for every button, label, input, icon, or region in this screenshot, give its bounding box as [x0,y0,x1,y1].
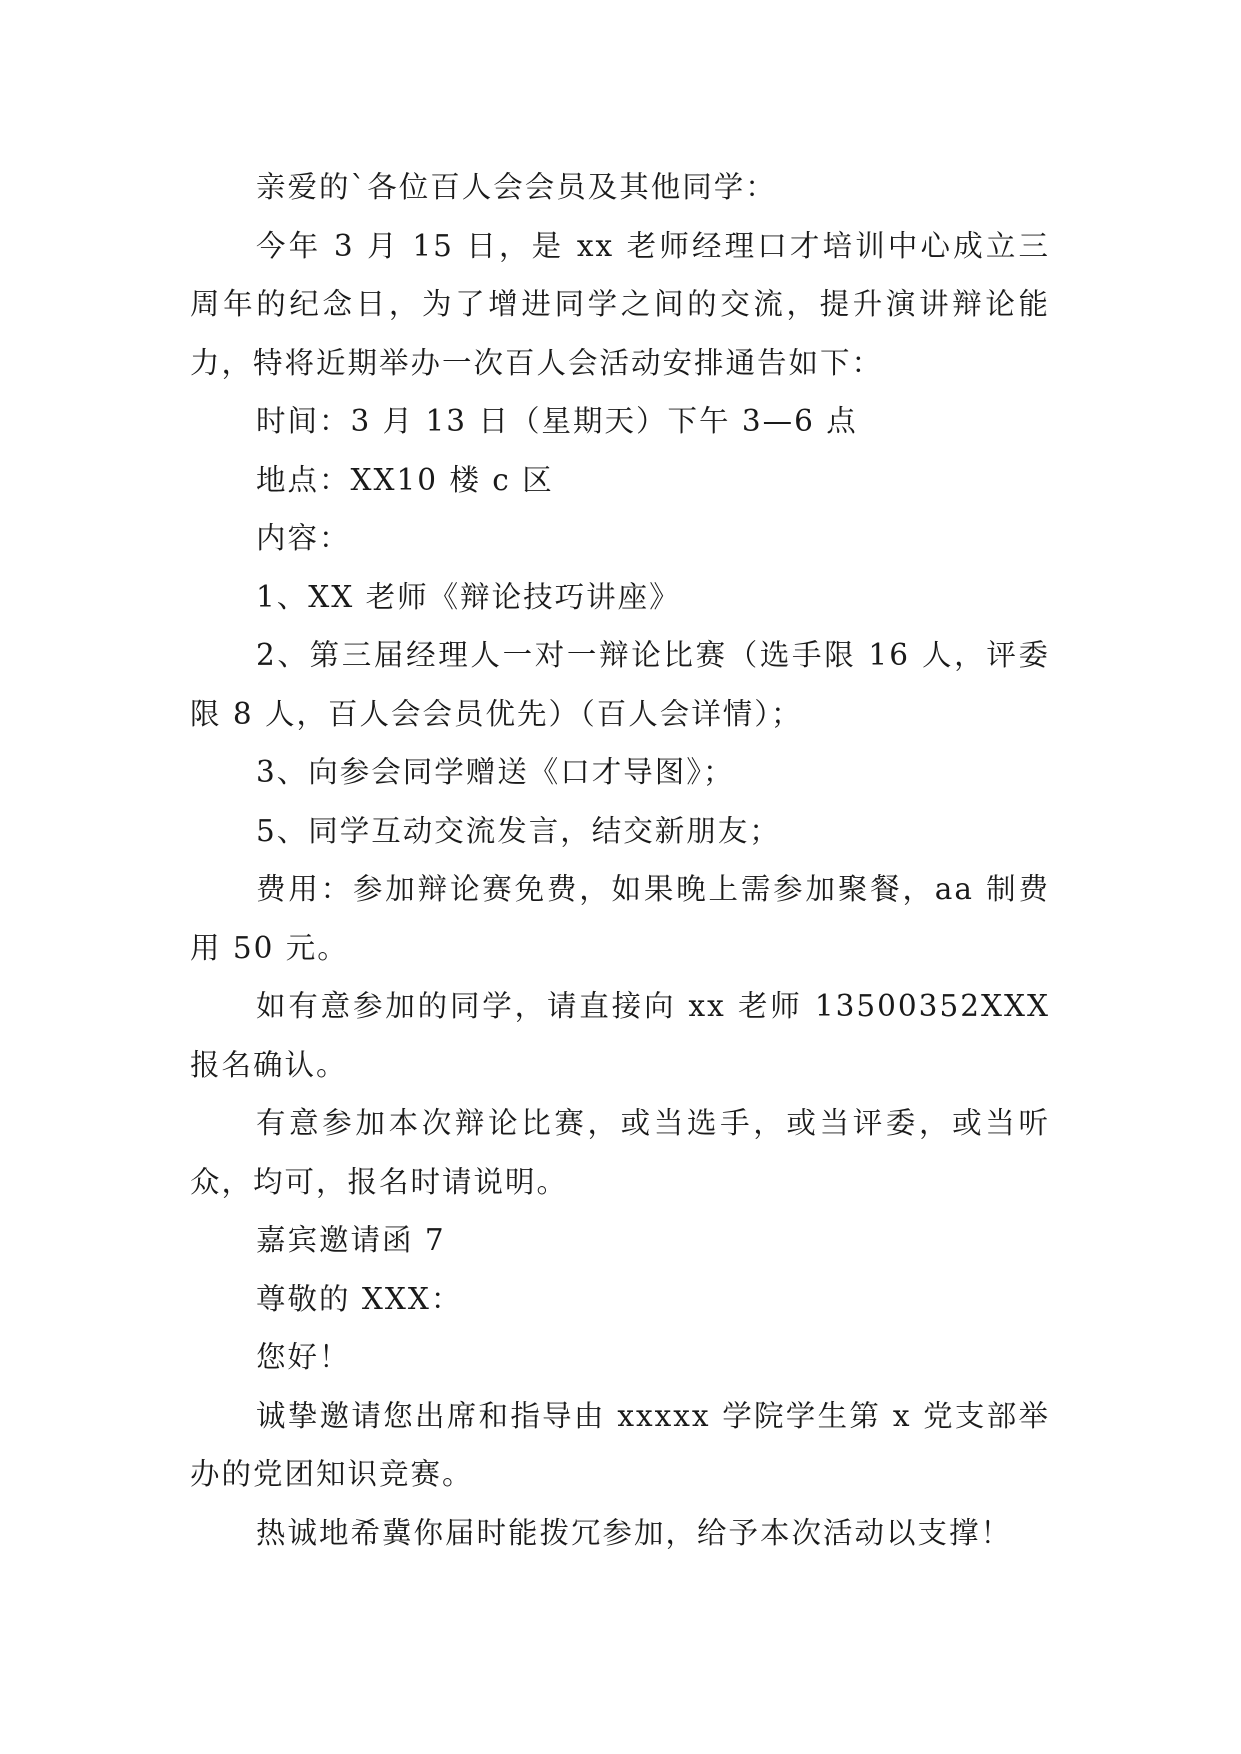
document-body [190,158,1050,1562]
salutation: 尊敬的 XXX： [256,1281,463,1316]
participation-paragraph: 有意参加本次辩论比赛，或当选手，或当评委，或当听众，均可，报名时请说明。 [190,1106,1050,1199]
greeting-paragraph: 亲爱的`各位百人会会员及其他同学： [256,170,777,204]
location-line: 地点：XX10 楼 c 区 [256,462,554,497]
closing-paragraph: 热诚地希冀你届时能拨冗参加，给予本次活动以支撑！ [256,1515,1013,1550]
content-item-1: 1、XX 老师《辩论技巧讲座》 [256,579,681,614]
content-item-5: 5、同学互动交流发言，结交新朋友； [256,813,781,848]
fee-paragraph: 费用：参加辩论赛免费，如果晚上需参加聚餐，aa 制费用 50 元。 [190,872,1050,965]
content-item-2: 2、第三届经理人一对一辩论比赛（选手限 16 人，评委限 8 人，百人会会员优先）（百人会详情）； [190,638,1050,731]
invitation-paragraph: 诚挚邀请您出席和指导由 xxxxx 学院学生第 x 党支部举办的党团知识竞赛。 [190,1398,1050,1491]
signup-paragraph: 如有意参加的同学，请直接向 xx 老师 13500352XXX 报名确认。 [190,989,1050,1082]
content-heading: 内容： [256,521,351,555]
time-line: 时间：3 月 13 日（星期天）下午 3—6 点 [256,404,858,438]
intro-paragraph: 今年 3 月 15 日，是 xx 老师经理口才培训中心成立三周年的纪念日，为了增进同学之间的交流，提升演讲辩论能力，特将近期举办一次百人会活动安排通告如下： [190,228,1050,380]
greeting-line: 您好！ [256,1340,351,1374]
section-title: 嘉宾邀请函 7 [256,1223,446,1257]
content-item-3: 3、向参会同学赠送《口才导图》； [256,755,735,789]
